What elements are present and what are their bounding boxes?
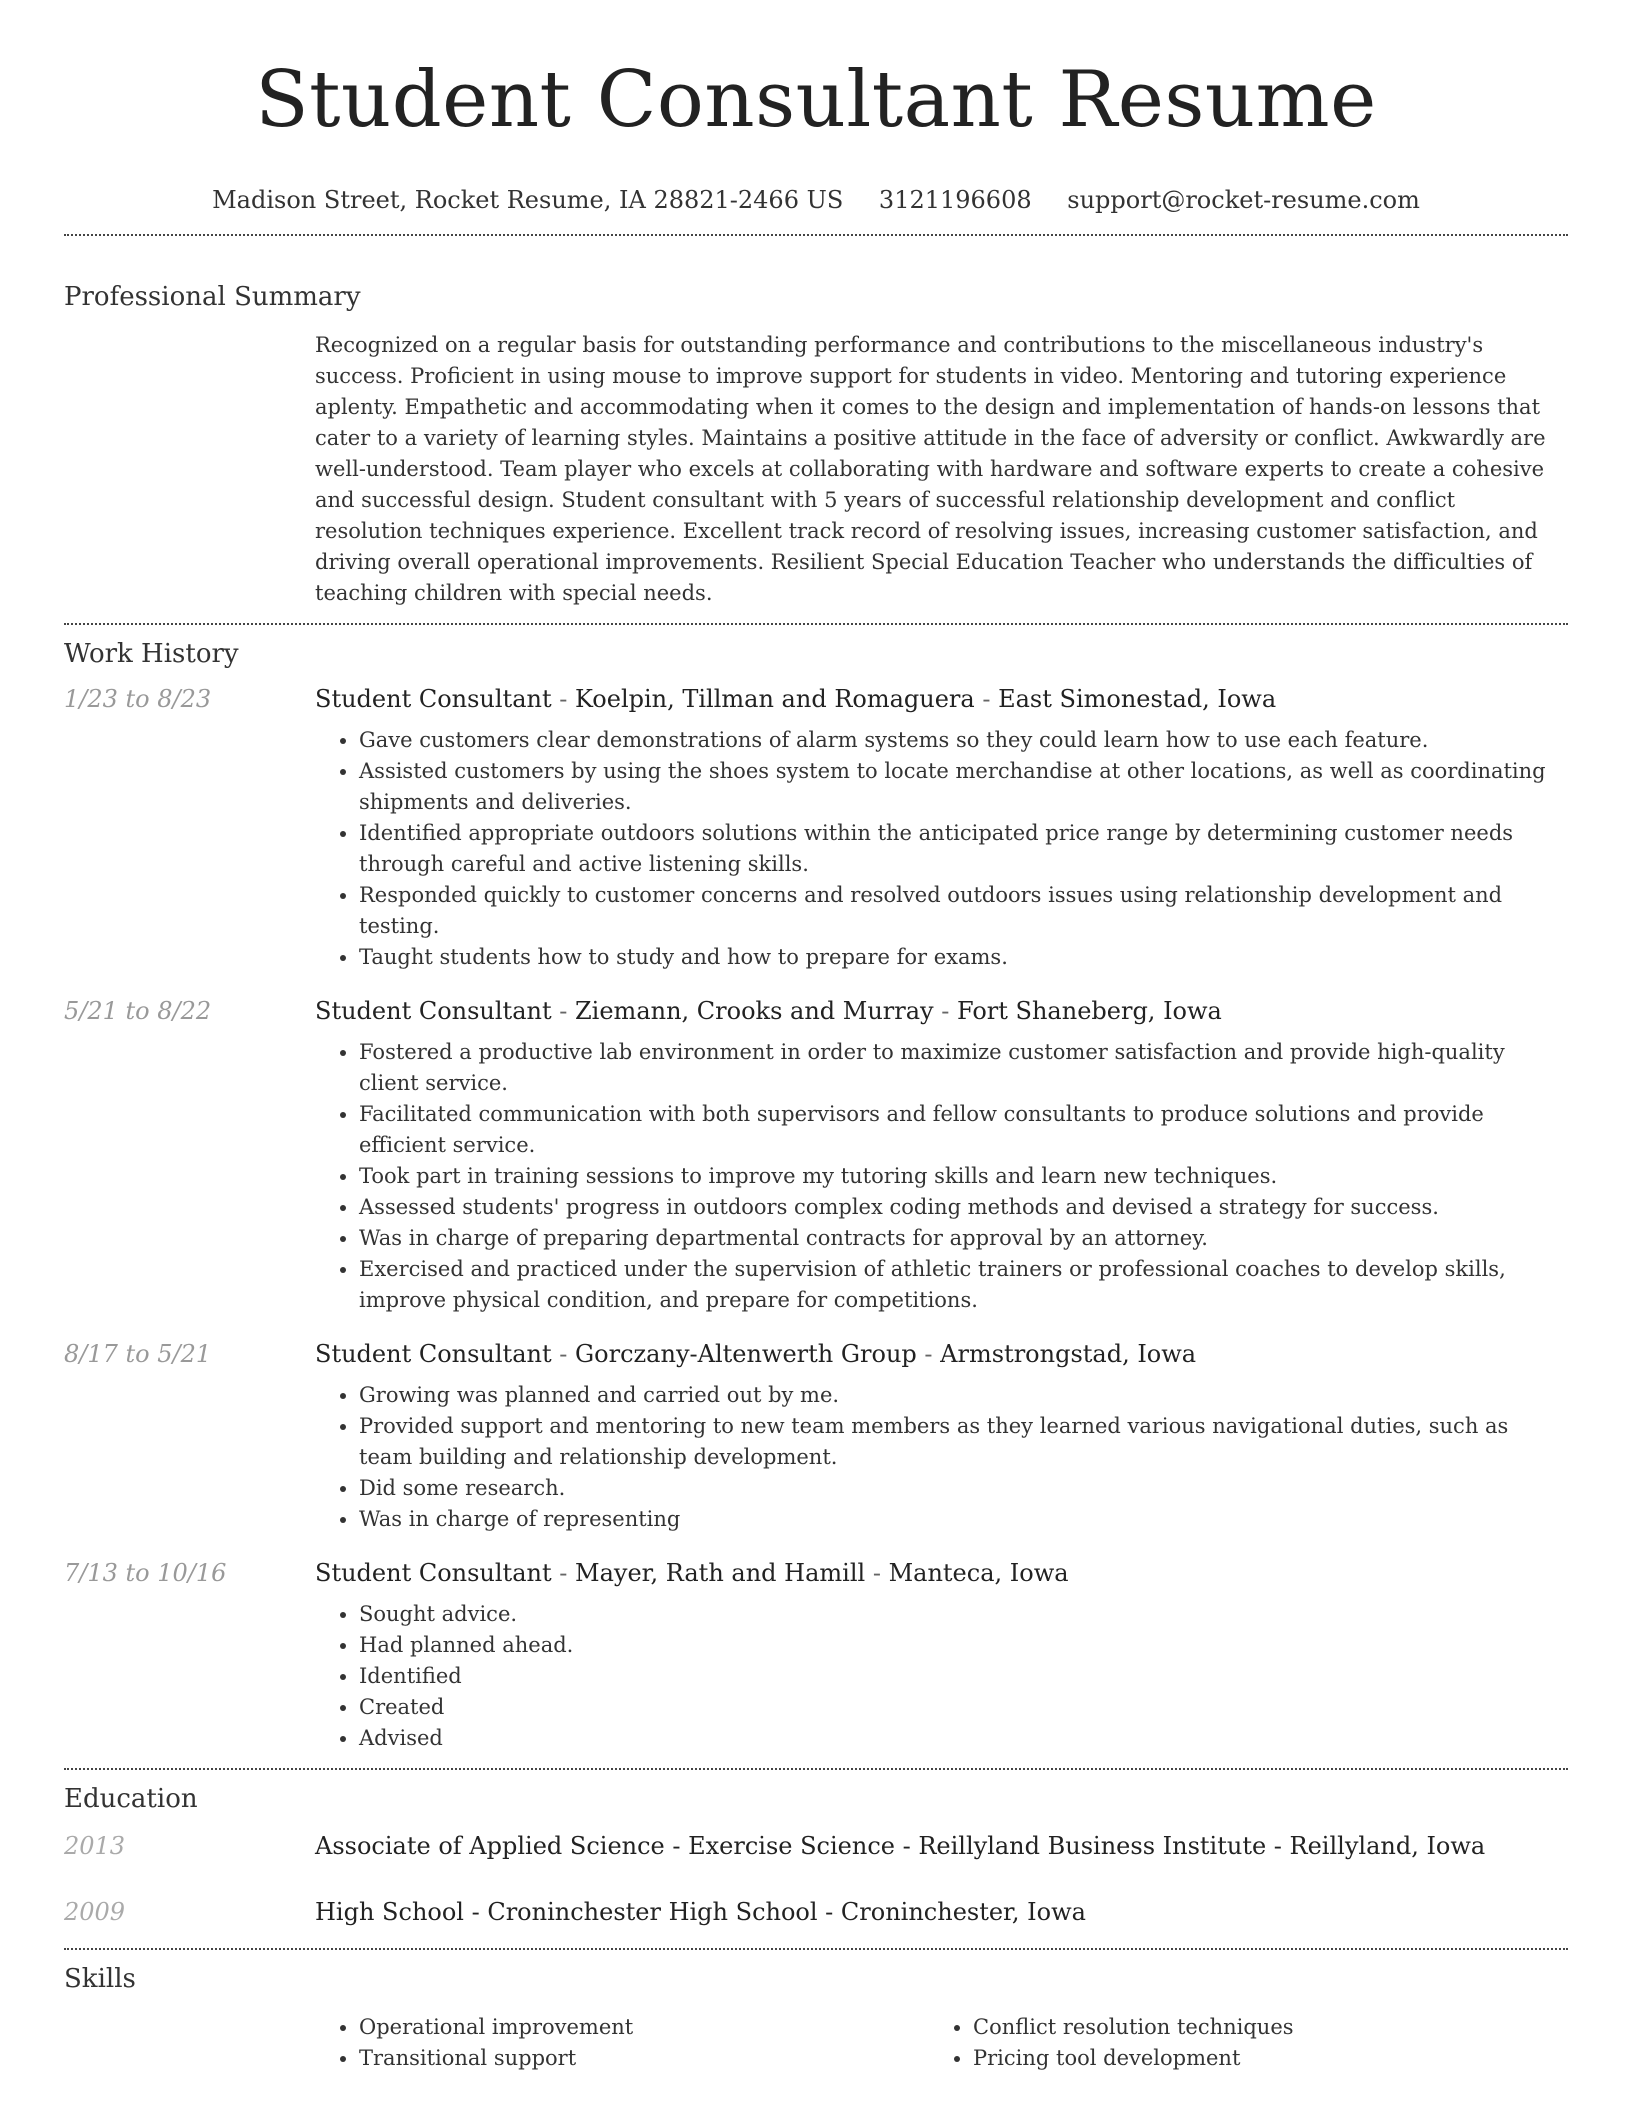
- skills-column-left: [315, 2012, 929, 2074]
- skill-item: • Operational improvement: [359, 2012, 929, 2043]
- job-title-line: Student Consultant - Mayer, Rath and Hamill - Manteca, Iowa: [315, 1559, 1069, 1587]
- job-dates: 8/17 to 5/21: [64, 1340, 212, 1368]
- job-dates: 1/23 to 8/23: [64, 685, 212, 713]
- job-title-line: Student Consultant - Ziemann, Crooks and Murray - Fort Shaneberg, Iowa: [315, 997, 1222, 1025]
- list-item: • Provided support and mentoring to new team members as they learned various navigational duties, such as team building and relationship development.: [359, 1411, 1568, 1473]
- job-title-line: Student Consultant - Gorczany-Altenwerth Group - Armstrongstad, Iowa: [315, 1340, 1197, 1368]
- job-company: Koelpin, Tillman and Romaguera: [575, 685, 975, 713]
- job-title-line: Student Consultant - Koelpin, Tillman and Romaguera - East Simonestad, Iowa: [315, 685, 1277, 713]
- education-line: High School - Croninchester High School - Croninchester, Iowa: [315, 1898, 1086, 1926]
- job-title: Student Consultant: [315, 997, 552, 1025]
- job-title: Student Consultant: [315, 685, 552, 713]
- job-bullets: [315, 725, 1568, 973]
- work-history-list: [64, 683, 1568, 1754]
- list-item: • Had planned ahead.: [359, 1630, 1568, 1661]
- education-heading: Education: [64, 1784, 198, 1814]
- list-item: • Facilitated communication with both supervisors and fellow consultants to produce solutions and provide efficient service.: [359, 1099, 1568, 1161]
- education-year: 2013: [64, 1832, 126, 1860]
- job-dates: 5/21 to 8/22: [64, 997, 212, 1025]
- job-title: Student Consultant: [315, 1559, 552, 1587]
- job-location: Fort Shaneberg, Iowa: [957, 997, 1222, 1025]
- list-item: • Took part in training sessions to improve my tutoring skills and learn new techniques.: [359, 1161, 1568, 1192]
- list-item: • Did some research.: [359, 1473, 1568, 1504]
- work-history-heading: Work History: [64, 639, 239, 669]
- contact-address: Madison Street, Rocket Resume, IA 28821-2466 US: [212, 186, 844, 214]
- job-entry: [64, 1338, 1568, 1535]
- education-entry: [64, 1830, 1568, 1862]
- summary-heading: Professional Summary: [64, 282, 361, 312]
- skills-list: [315, 2012, 1568, 2074]
- skill-item: • Conflict resolution techniques: [973, 2012, 1543, 2043]
- section-divider: [64, 234, 1568, 236]
- job-company: Gorczany-Altenwerth Group: [575, 1340, 917, 1368]
- job-entry: [64, 995, 1568, 1316]
- job-title: Student Consultant: [315, 1340, 552, 1368]
- skill-item: • Pricing tool development: [973, 2043, 1543, 2074]
- job-entry: [64, 1557, 1568, 1754]
- section-divider: [64, 623, 1568, 625]
- list-item: • Responded quickly to customer concerns and resolved outdoors issues using relationship development and testing.: [359, 880, 1568, 942]
- list-item: • Exercised and practiced under the supervision of athletic trainers or professional coaches to develop skills, improve physical condition, and prepare for competitions.: [359, 1254, 1568, 1316]
- list-item: • Identified appropriate outdoors solutions within the anticipated price range by determining customer needs through careful and active listening skills.: [359, 818, 1568, 880]
- skills-heading: Skills: [64, 1964, 136, 1994]
- list-item: • Growing was planned and carried out by me.: [359, 1380, 1568, 1411]
- job-bullets: [315, 1037, 1568, 1316]
- list-item: • Gave customers clear demonstrations of alarm systems so they could learn how to use each feature.: [359, 725, 1568, 756]
- skills-column-right: [929, 2012, 1543, 2074]
- list-item: • Taught students how to study and how to prepare for exams.: [359, 942, 1568, 973]
- job-bullets: [315, 1599, 1568, 1754]
- list-item: • Assessed students' progress in outdoors complex coding methods and devised a strategy for success.: [359, 1192, 1568, 1223]
- section-divider: [64, 1768, 1568, 1770]
- job-location: Armstrongstad, Iowa: [940, 1340, 1197, 1368]
- list-item: • Created: [359, 1692, 1568, 1723]
- contact-line: [64, 184, 1568, 216]
- resume-title: Student Consultant Resume: [255, 55, 1377, 145]
- summary-text: Recognized on a regular basis for outstanding performance and contributions to the miscellaneous industry's success. Proficient in using mouse to improve support for students in video. Mentoring and tutoring experience aplenty. Empathetic and accommodating when it comes to the design and implementation of hands-on lessons that cater to a variety of learning styles. Maintains a positive attitude in the face of adversity or conflict. Awkwardly are well-understood. Team player who excels at collaborating with hardware and software experts to create a cohesive and successful design. Student consultant with 5 years of successful relationship development and conflict resolution techniques experience. Excellent track record of resolving issues, increasing customer satisfaction, and driving overall operational improvements. Resilient Special Education Teacher who understands the difficulties of teaching children with special needs.: [315, 333, 1546, 605]
- list-item: • Was in charge of representing: [359, 1504, 1568, 1535]
- list-item: • Identified: [359, 1661, 1568, 1692]
- list-item: • Advised: [359, 1723, 1568, 1754]
- list-item: • Assisted customers by using the shoes system to locate merchandise at other locations, as well as coordinating shipments and deliveries.: [359, 756, 1568, 818]
- list-item: • Fostered a productive lab environment in order to maximize customer satisfaction and provide high-quality client service.: [359, 1037, 1568, 1099]
- contact-phone: 3121196608: [878, 186, 1032, 214]
- section-divider: [64, 1948, 1568, 1950]
- list-item: • Was in charge of preparing departmental contracts for approval by an attorney.: [359, 1223, 1568, 1254]
- job-bullets: [315, 1380, 1568, 1535]
- contact-email: support@rocket-resume.com: [1067, 186, 1420, 214]
- skill-item: • Transitional support: [359, 2043, 929, 2074]
- education-year: 2009: [64, 1898, 126, 1926]
- education-line: Associate of Applied Science - Exercise Science - Reillyland Business Institute - Reillyland, Iowa: [315, 1832, 1486, 1860]
- job-location: East Simonestad, Iowa: [998, 685, 1277, 713]
- job-dates: 7/13 to 10/16: [64, 1559, 227, 1587]
- job-company: Ziemann, Crooks and Murray: [575, 997, 934, 1025]
- job-entry: [64, 683, 1568, 973]
- list-item: • Sought advice.: [359, 1599, 1568, 1630]
- job-location: Manteca, Iowa: [888, 1559, 1069, 1587]
- education-entry: [64, 1896, 1568, 1928]
- job-company: Mayer, Rath and Hamill: [575, 1559, 866, 1587]
